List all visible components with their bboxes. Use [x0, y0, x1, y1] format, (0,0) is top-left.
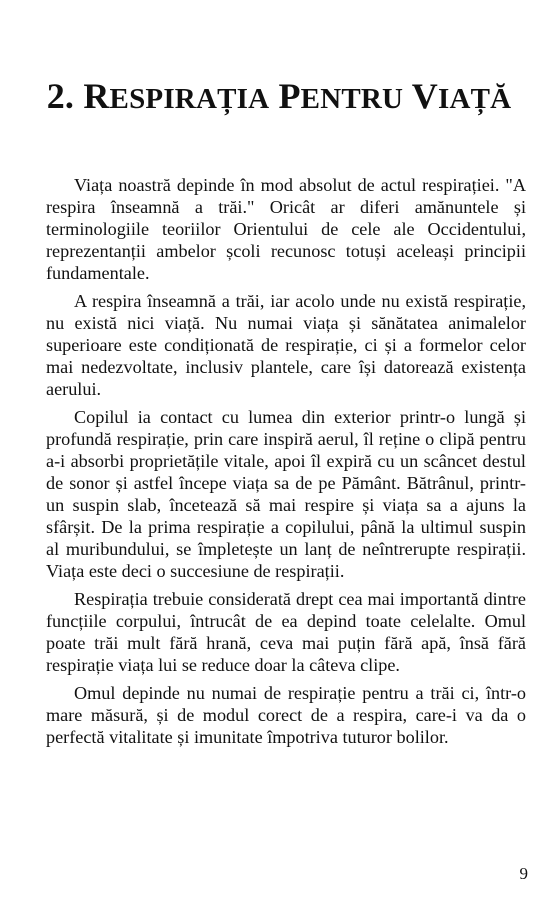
title-word-2-rest: ENTRU	[300, 83, 404, 115]
title-word-1-rest: ESPIRAȚIA	[109, 83, 270, 115]
paragraph: A respira înseamnă a trăi, iar acolo unde nu există respirație, nu există nici viață. Nu numai viața și sănătatea animalelor superioare este condiționată de respirație, ci și a formelor celor mai nedezvoltate, inclusiv plantele, care își datorează existența aerului.	[46, 291, 526, 399]
paragraph: Respirația trebuie considerată drept cea mai importantă dintre funcțiile corpului, întrucât de ea depind toate celelalte. Omul poate trăi mult fără hrană, ceva mai puțin fără apă, însă fără respirație viața lui se reduce doar la câteva clipe.	[46, 589, 526, 675]
paragraph: Omul depinde nu numai de respirație pentru a trăi ci, într-o mare măsură, și de modul corect de a respira, care-i va da o perfectă vitalitate și imunitate împotriva tuturor bolilor.	[46, 683, 526, 747]
title-word-3-rest: IAȚĂ	[437, 83, 512, 115]
title-word-3	[412, 76, 512, 116]
body-text	[46, 174, 526, 754]
title-word-2-cap: P	[278, 76, 301, 116]
paragraph: Viața noastră depinde în mod absolut de actul respirației. "A respira înseamnă a trăi." Oricât ar diferi amănuntele și terminologiile teoriilor Orientului de cele ale Occidentului, reprezentanții ambelor școli recunosc totuși aceleași principii fundamentale.	[46, 175, 526, 283]
chapter-number: 2.	[46, 76, 75, 116]
title-word-2	[278, 76, 403, 116]
title-word-3-cap: V	[411, 76, 438, 116]
title-word-1-cap: R	[83, 76, 110, 116]
paragraph: Copilul ia contact cu lumea din exterior printr-o lungă și profundă respirație, prin care inspiră aerul, îl reține o clipă pentru a-i absorbi proprietățile vitale, apoi îl expiră cu un scâncet destul de sonor și astfel începe viața sa de pe Pământ. Bătrânul, printr-un suspin slab, încetează să mai respire și viața sa a ajuns la sfârșit. De la prima respirație a copilului, până la ultimul suspin al muribundului, se împletește un lanț de neîntrerupte respirații. Viața este deci o succesiune de respirații.	[46, 407, 526, 581]
title-word-1	[83, 76, 269, 116]
page-number: 9	[519, 864, 528, 883]
chapter-title	[0, 74, 558, 121]
